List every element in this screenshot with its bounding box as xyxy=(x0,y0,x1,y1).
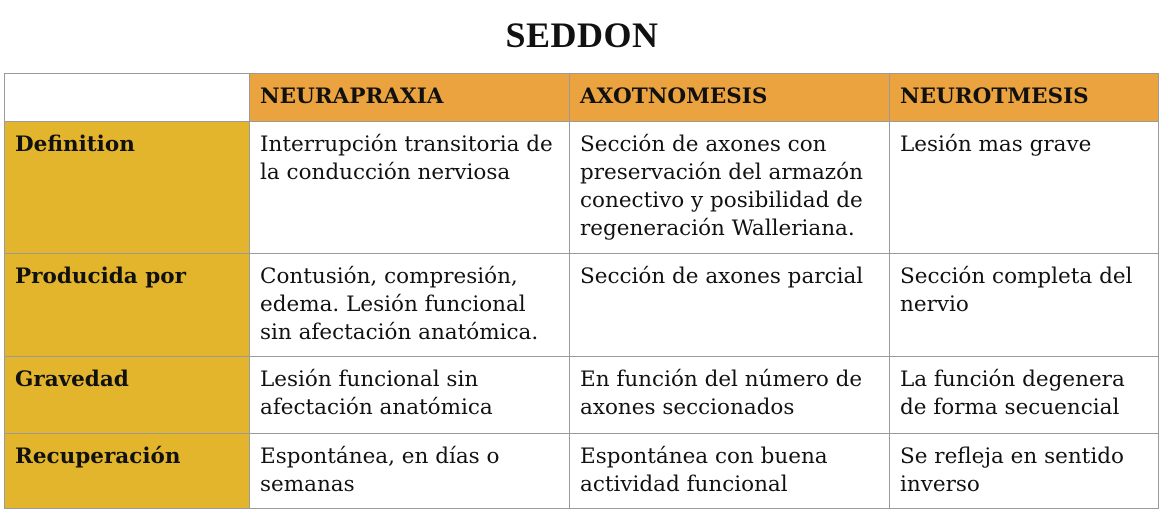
seddon-table xyxy=(4,73,1159,509)
table-cell: Sección completa del nervio xyxy=(890,254,1159,357)
table-header-row xyxy=(5,74,1159,122)
row-label-gravedad: Gravedad xyxy=(5,357,250,434)
table-cell: En función del número de axones seccionados xyxy=(570,357,890,434)
table-cell: Lesión funcional sin afectación anatómica xyxy=(250,357,570,434)
row-label-definition: Definition xyxy=(5,122,250,254)
table-cell: Se refleja en sentido inverso xyxy=(890,434,1159,509)
table-cell: Espontánea, en días o semanas xyxy=(250,434,570,509)
table-cell: La función degenera de forma secuencial xyxy=(890,357,1159,434)
page-title: SEDDON xyxy=(505,15,659,55)
table-cell: Espontánea con buena actividad funcional xyxy=(570,434,890,509)
row-label-producida-por: Producida por xyxy=(5,254,250,357)
table-cell: Lesión mas grave xyxy=(890,122,1159,254)
header-axotnomesis: AXOTNOMESIS xyxy=(570,74,890,122)
table-row-gravedad xyxy=(5,357,1159,434)
table-cell: Sección de axones con preservación del armazón conectivo y posibilidad de regeneración Walleriana. xyxy=(570,122,890,254)
header-corner-cell xyxy=(5,74,250,122)
table-cell: Contusión, compresión, edema. Lesión funcional sin afectación anatómica. xyxy=(250,254,570,357)
table-row-recuperacion xyxy=(5,434,1159,509)
table-cell: Sección de axones parcial xyxy=(570,254,890,357)
header-neurapraxia: NEURAPRAXIA xyxy=(250,74,570,122)
table-row-definition xyxy=(5,122,1159,254)
row-label-recuperacion: Recuperación xyxy=(5,434,250,509)
table-row-producida-por xyxy=(5,254,1159,357)
table-cell: Interrupción transitoria de la conducción nerviosa xyxy=(250,122,570,254)
header-neurotmesis: NEUROTMESIS xyxy=(890,74,1159,122)
